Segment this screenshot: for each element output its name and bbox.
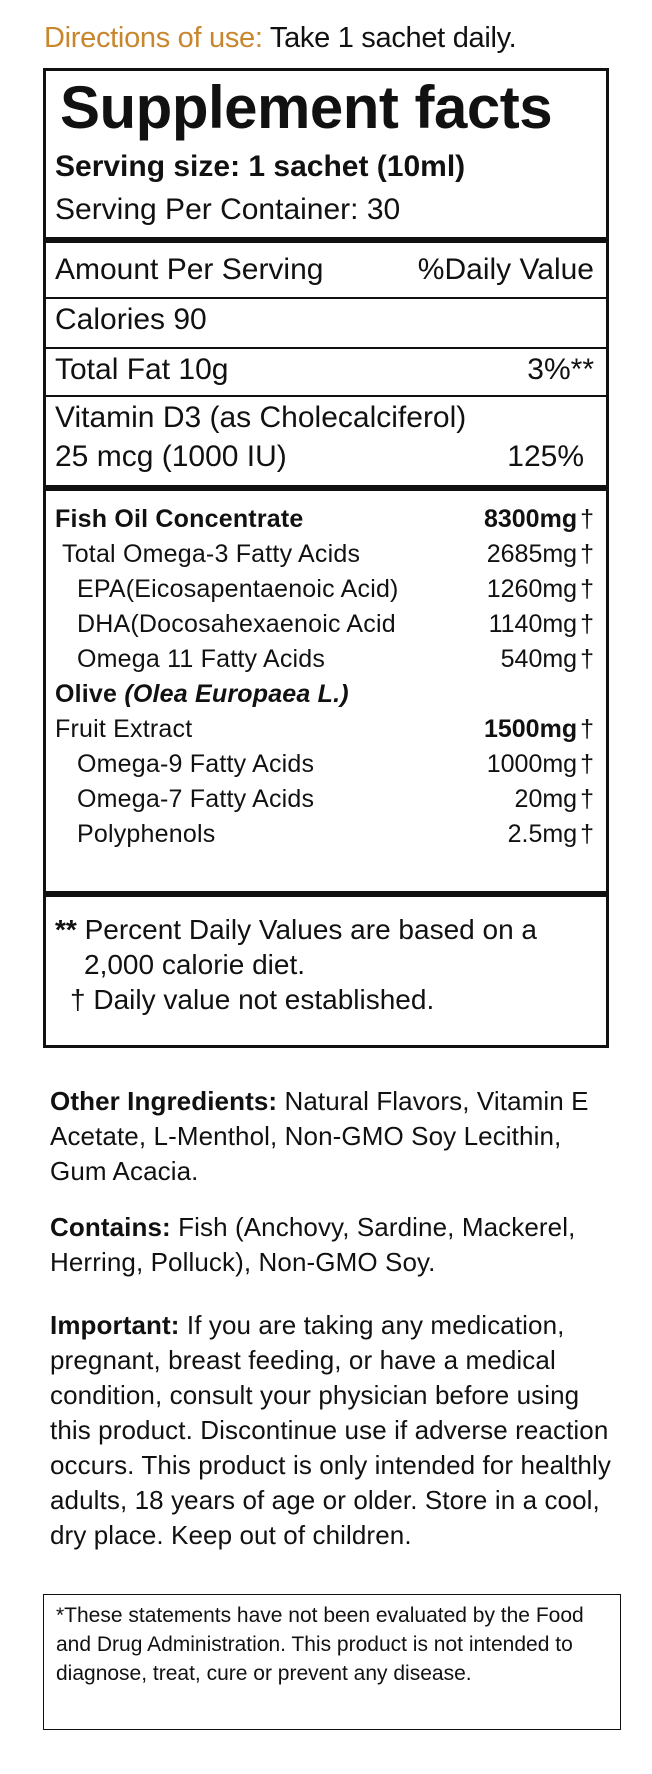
dagger-mark: † — [580, 750, 594, 778]
contains-label: Contains: — [50, 1212, 171, 1242]
divider — [46, 395, 606, 397]
dagger-mark: † — [580, 505, 594, 533]
important-label: Important: — [50, 1310, 180, 1340]
dagger-mark: † — [580, 540, 594, 568]
other-ingredients-label: Other Ingredients: — [50, 1086, 278, 1116]
other-ingredients — [50, 1084, 620, 1189]
facts-title: Supplement facts — [60, 74, 553, 141]
nutrient-name: EPA(Eicosapentaenoic Acid) — [77, 575, 399, 603]
important-notice — [50, 1308, 625, 1553]
footnote-dagger: † Daily value not established. — [70, 984, 435, 1015]
nutrient-name: Polyphenols — [77, 820, 216, 848]
fda-disclaimer: *These statements have not been evaluated by the Food and Drug Administration. This product is not intended to diagnose, treat, cure or prevent any disease. — [43, 1594, 621, 1730]
latin-name: (Olea Europaea L.) — [124, 680, 349, 708]
nutrient-name: Total Omega-3 Fatty Acids — [62, 540, 361, 568]
contains — [50, 1210, 640, 1280]
dagger-mark: † — [580, 820, 594, 848]
nutrient-amount: 1000mg † — [486, 750, 594, 778]
vitamin-d3-line2: 25 mcg (1000 IU) — [55, 440, 287, 473]
divider — [46, 891, 606, 897]
directions-value: Take 1 sachet daily. — [262, 22, 517, 54]
other-ingredients-text: Natural Flavors, Vitamin E Acetate, L-Menthol, Non-GMO Soy Lecithin, Gum Acacia. — [50, 1086, 589, 1186]
dagger-mark: † — [580, 645, 594, 673]
supplement-facts-panel — [43, 68, 609, 1048]
serving-per-container: Serving Per Container: 30 — [55, 193, 401, 226]
nutrient-amount: 1140mg † — [488, 610, 594, 638]
dagger-mark: † — [580, 715, 594, 743]
total-fat: Total Fat 10g — [55, 353, 229, 386]
directions-label: Directions of use: — [44, 22, 263, 54]
nutrient-name: Omega-9 Fatty Acids — [77, 750, 315, 778]
nutrient-name: DHA(Docosahexaenoic Acid — [77, 610, 396, 638]
nutrient-amount: 1500mg † — [483, 715, 594, 743]
daily-value-label: %Daily Value — [417, 253, 594, 286]
footnote-percent-dv: ** Percent Daily Values are based on a — [55, 914, 537, 945]
nutrient-amount: 1260mg † — [486, 575, 594, 603]
nutrient-amount: 20mg † — [514, 785, 594, 813]
divider — [46, 347, 606, 349]
nutrient-amount: 540mg † — [500, 645, 594, 673]
dagger-mark: † — [580, 785, 594, 813]
calories: Calories 90 — [55, 303, 207, 336]
vitamin-d3-line1: Vitamin D3 (as Cholecalciferol) — [55, 401, 467, 434]
total-fat-dv: 3%** — [527, 353, 594, 386]
nutrient-name: Olive (Olea Europaea L.) — [55, 680, 349, 708]
footnote-percent-dv-line2: 2,000 calorie diet. — [84, 949, 306, 980]
divider — [46, 237, 606, 243]
nutrient-name: Fruit Extract — [55, 715, 193, 743]
divider — [46, 485, 606, 491]
divider — [46, 297, 606, 299]
dagger-mark: † — [580, 610, 594, 638]
dagger-mark: † — [580, 575, 594, 603]
nutrient-amount: 2.5mg † — [507, 820, 594, 848]
amount-per-serving-label: Amount Per Serving — [55, 253, 324, 286]
nutrient-amount: 8300mg † — [483, 505, 594, 533]
nutrient-name: Omega 11 Fatty Acids — [77, 645, 326, 673]
directions-of-use — [44, 22, 516, 55]
serving-size: Serving size: 1 sachet (10ml) — [55, 150, 466, 183]
nutrient-name: Fish Oil Concentrate — [55, 505, 304, 533]
important-text: If you are taking any medication, pregnant, breast feeding, or have a medical condition, consult your physician before using this product. Discontinue use if adverse reaction occurs. This product is only intended for healthly adults, 18 years of age or older. Store in a cool, dry place. Keep out of children. — [50, 1310, 611, 1550]
contains-text: Fish (Anchovy, Sardine, Mackerel, Herring, Polluck), Non-GMO Soy. — [50, 1212, 576, 1277]
vitamin-d3-dv: 125% — [507, 440, 584, 473]
nutrient-name: Omega-7 Fatty Acids — [77, 785, 315, 813]
nutrient-amount: 2685mg † — [486, 540, 594, 568]
